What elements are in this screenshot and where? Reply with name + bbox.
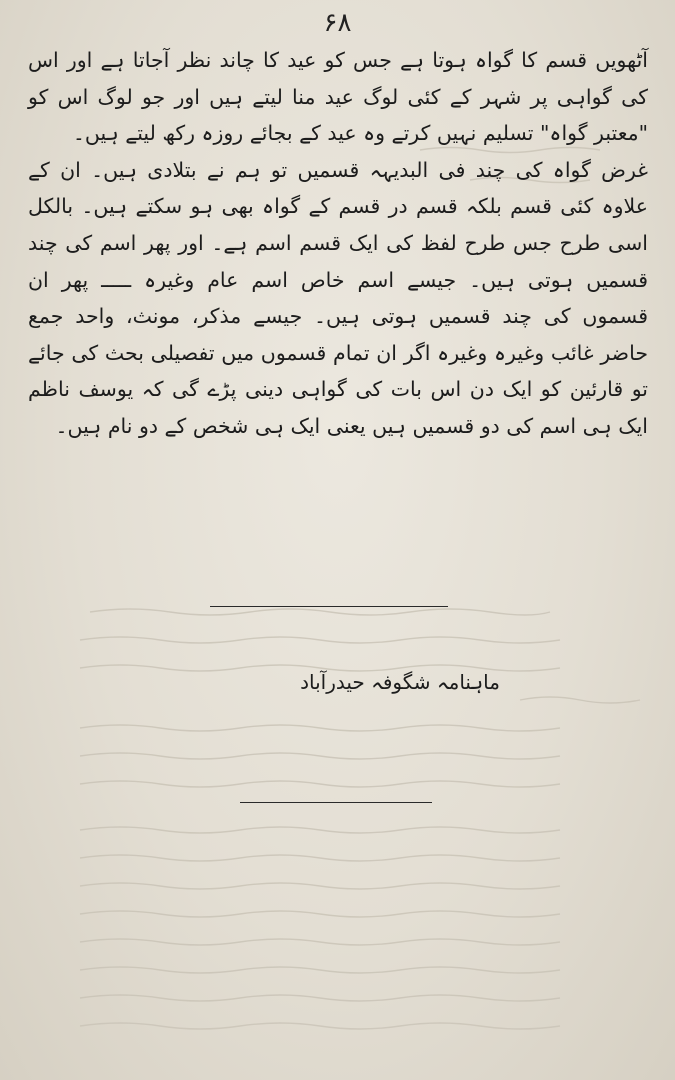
paragraph-2: غرض گواہ کی چند فی البدیہہ قسمیں تو ہم نے بتلادی ہیں۔ ان کے علاوہ کئی قسم بلکہ قسم در قسم کے گواہ بھی ہو سکتے ہیں۔ بالکل اسی طرح جس طرح لفظ کی ایک قسم اسم ہے۔ اور پھر اسم کی چند قسمیں ہوتی ہیں۔ جیسے اسم خاص اسم عام وغیرہ ـــــ پھر ان قسموں کی چند قسمیں ہوتی ہیں۔ جیسے مذکر، مونث، واحد جمع حاضر غائب وغیرہ وغیرہ اگر ان تمام قسموں میں تفصیلی بحث کی جائے تو قارئین کو ایک دن اس بات کی گواہی دینی پڑے گی کہ یوسف ناظم ایک ہی اسم کی دو قسمیں ہیں یعنی ایک ہی شخص کے دو نام ہیں۔ — [28, 157, 648, 438]
divider-top — [210, 606, 448, 607]
paragraph-1: آٹھویں قسم کا گواہ ہوتا ہے جس کو عید کا چاند نظر آجاتا ہے اور اس کی گواہی پر شہر کے کئی لوگ عید منا لیتے ہیں اور جو لوگ اس کو "معتبر گواہ" تسلیم نہیں کرتے وہ عید کے بجائے روزہ رکھ لیتے ہیں۔ — [28, 48, 648, 146]
source-line: ماہنامہ شگوفہ حیدرآباد — [300, 670, 500, 694]
divider-bottom — [240, 802, 432, 803]
page-number: ۶۸ — [323, 8, 352, 38]
article-body — [28, 42, 648, 445]
